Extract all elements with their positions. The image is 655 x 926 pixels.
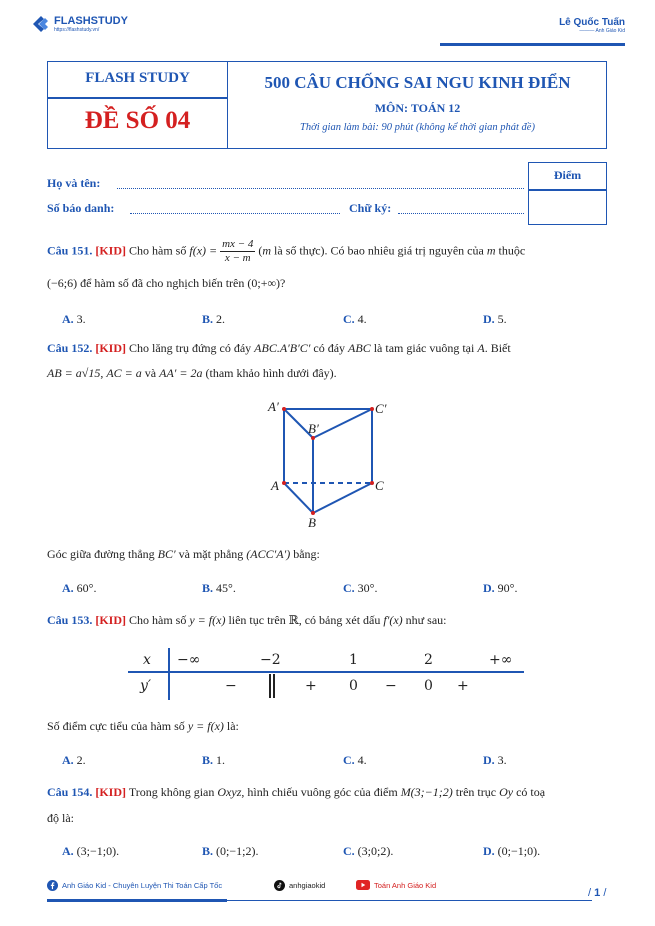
label-c1: C′: [375, 401, 387, 416]
label-c: C: [375, 478, 384, 493]
question-tag: [KID]: [95, 613, 127, 627]
question-152-line1: Câu 152. [KID] Cho lăng trụ đứng có đáy ABC.A′B′C′ có đáy ABC là tam giác vuông tại A. Biết: [47, 341, 511, 355]
function-fraction: $\frac{mx - 4}{x - m}$: [222, 238, 254, 264]
question-number: Câu 154.: [47, 785, 93, 799]
edge-b-c: [313, 483, 372, 513]
logo-text: FLASHSTUDY: [54, 14, 128, 27]
question-151-option-b[interactable]: B. 2.: [202, 312, 226, 326]
question-154-line2: độ là:: [47, 811, 74, 825]
footer-line-thick: [47, 899, 227, 902]
sign-table-sign: −: [385, 678, 397, 694]
question-154-line1: Câu 154. [KID] Trong không gian Oxyz, hình chiếu vuông góc của điểm M(3;−1;2) trên trục Oy có toạ: [47, 785, 546, 799]
question-151-option-a[interactable]: A. 3.: [62, 312, 86, 326]
name-label: Họ và tên:: [47, 176, 101, 190]
function-name: f(x) =: [189, 243, 218, 258]
sign-table-x-value: +∞: [489, 652, 513, 668]
label-a1: A′: [268, 399, 279, 414]
question-153-prompt: Số điểm cực tiểu của hàm số y = f(x) là:: [47, 719, 239, 733]
sign-table-x-label: x: [143, 652, 151, 668]
question-154-option-d[interactable]: D. (0;−1;0).: [483, 844, 541, 858]
question-153-option-b[interactable]: B. 1.: [202, 753, 226, 767]
sign-table-x-value: 2: [424, 652, 433, 668]
signature-label: Chữ ký:: [349, 201, 392, 215]
sign-table-sign: −: [225, 678, 237, 694]
question-154-option-b[interactable]: B. (0;−1;2).: [202, 844, 259, 858]
sign-table-undefined-bar-2: [273, 674, 275, 698]
label-b: B: [308, 515, 316, 530]
sign-table-vline: [168, 648, 170, 700]
student-id-field[interactable]: [130, 213, 340, 214]
question-number: Câu 151.: [47, 243, 93, 258]
sign-table-x-value: 1: [349, 652, 358, 668]
edge-a-b: [284, 483, 313, 513]
sign-table-sign: 0: [424, 678, 433, 694]
question-tag: [KID]: [95, 341, 127, 355]
sign-table-hline: [128, 671, 524, 673]
sign-table-x-value: −2: [260, 652, 281, 668]
brand-name: FLASH STUDY: [85, 70, 190, 86]
question-152-option-a[interactable]: A. 60°.: [62, 581, 97, 595]
score-box-divider: [528, 189, 607, 191]
question-number: Câu 153.: [47, 613, 93, 627]
question-151-option-c[interactable]: C. 4.: [343, 312, 367, 326]
question-number: Câu 152.: [47, 341, 93, 355]
page-number: 1: [594, 887, 601, 899]
exam-subject: MÔN: TOÁN 12: [374, 101, 461, 115]
header-divider: [440, 43, 625, 46]
point-c: [370, 481, 374, 485]
question-152-option-d[interactable]: D. 90°.: [483, 581, 518, 595]
question-152-option-b[interactable]: B. 45°.: [202, 581, 236, 595]
footer-facebook-link[interactable]: Anh Giáo Kid - Chuyên Luyện Thi Toán Cấp Tốc: [47, 880, 222, 891]
exam-number: ĐỀ SỐ 04: [84, 107, 191, 134]
student-id-label: Số báo danh:: [47, 201, 115, 215]
sign-table-sign: 0: [349, 678, 358, 694]
question-153-line1: Câu 153. [KID] Cho hàm số y = f(x) liên tục trên ℝ, có bảng xét dấu f′(x) như sau:: [47, 613, 447, 627]
page-number-block: / 1 /: [588, 887, 607, 899]
question-151-option-d[interactable]: D. 5.: [483, 312, 507, 326]
footer-tiktok-link[interactable]: anhgiaokid: [274, 880, 325, 891]
footer-youtube-link[interactable]: Toán Anh Giáo Kid: [356, 880, 436, 890]
question-153-option-d[interactable]: D. 3.: [483, 753, 507, 767]
author-block: [559, 17, 625, 34]
question-152-line2: AB = a√15, AC = a và AA′ = 2a (tham khảo hình dưới đây).: [47, 366, 337, 380]
question-151-line2: (−6;6) để hàm số đã cho nghịch biến trên (0;+∞)?: [47, 276, 286, 290]
title-box-divider: [47, 97, 228, 99]
point-a: [282, 481, 286, 485]
author-name: Lê Quốc Tuấn: [559, 17, 625, 28]
footer-line-thin: [227, 900, 592, 901]
point-c1: [370, 407, 374, 411]
label-b1: B′: [308, 421, 319, 436]
sign-table-x-value: −∞: [177, 652, 201, 668]
label-a: A: [271, 478, 279, 493]
sign-table-sign: +: [457, 678, 469, 694]
youtube-icon: [356, 880, 370, 890]
logo-url[interactable]: https://flashstudy.vn/: [54, 26, 100, 33]
exam-title: 500 CÂU CHỐNG SAI NGU KINH ĐIỂN: [264, 73, 571, 92]
question-151-line1: Câu 151. [KID] Cho hàm số f(x) = $\frac{mx - 4}{x - m}$ (m là số thực). Có bao nhiêu giá trị nguyên của m thuộc: [47, 238, 526, 264]
author-subtitle: ——— Anh Giáo Kid: [579, 28, 625, 34]
score-label: Điểm: [553, 168, 582, 182]
flashstudy-logo: [30, 14, 128, 34]
prism-figure: [260, 393, 400, 533]
name-field[interactable]: [117, 188, 524, 189]
tiktok-icon: [274, 880, 285, 891]
question-153-option-c[interactable]: C. 4.: [343, 753, 367, 767]
edge-b1-c1: [313, 409, 372, 438]
flashstudy-logo-icon: [30, 14, 50, 34]
question-154-option-c[interactable]: C. (3;0;2).: [343, 844, 394, 858]
question-152-option-c[interactable]: C. 30°.: [343, 581, 378, 595]
sign-table-y-label: y′: [140, 678, 152, 694]
exam-time-note: Thời gian làm bài: 90 phút (không kể thời gian phát đề): [300, 122, 535, 133]
facebook-icon: [47, 880, 58, 891]
point-a1: [282, 407, 286, 411]
question-152-prompt: Góc giữa đường thẳng BC′ và mặt phẳng (ACC′A′) bằng:: [47, 547, 320, 561]
sign-table-sign: +: [305, 678, 317, 694]
sign-table-undefined-bar-1: [269, 674, 271, 698]
question-tag: [KID]: [95, 243, 127, 258]
signature-field[interactable]: [398, 213, 524, 214]
point-b1: [311, 436, 315, 440]
question-154-option-a[interactable]: A. (3;−1;0).: [62, 844, 120, 858]
question-tag: [KID]: [95, 785, 127, 799]
question-153-option-a[interactable]: A. 2.: [62, 753, 86, 767]
